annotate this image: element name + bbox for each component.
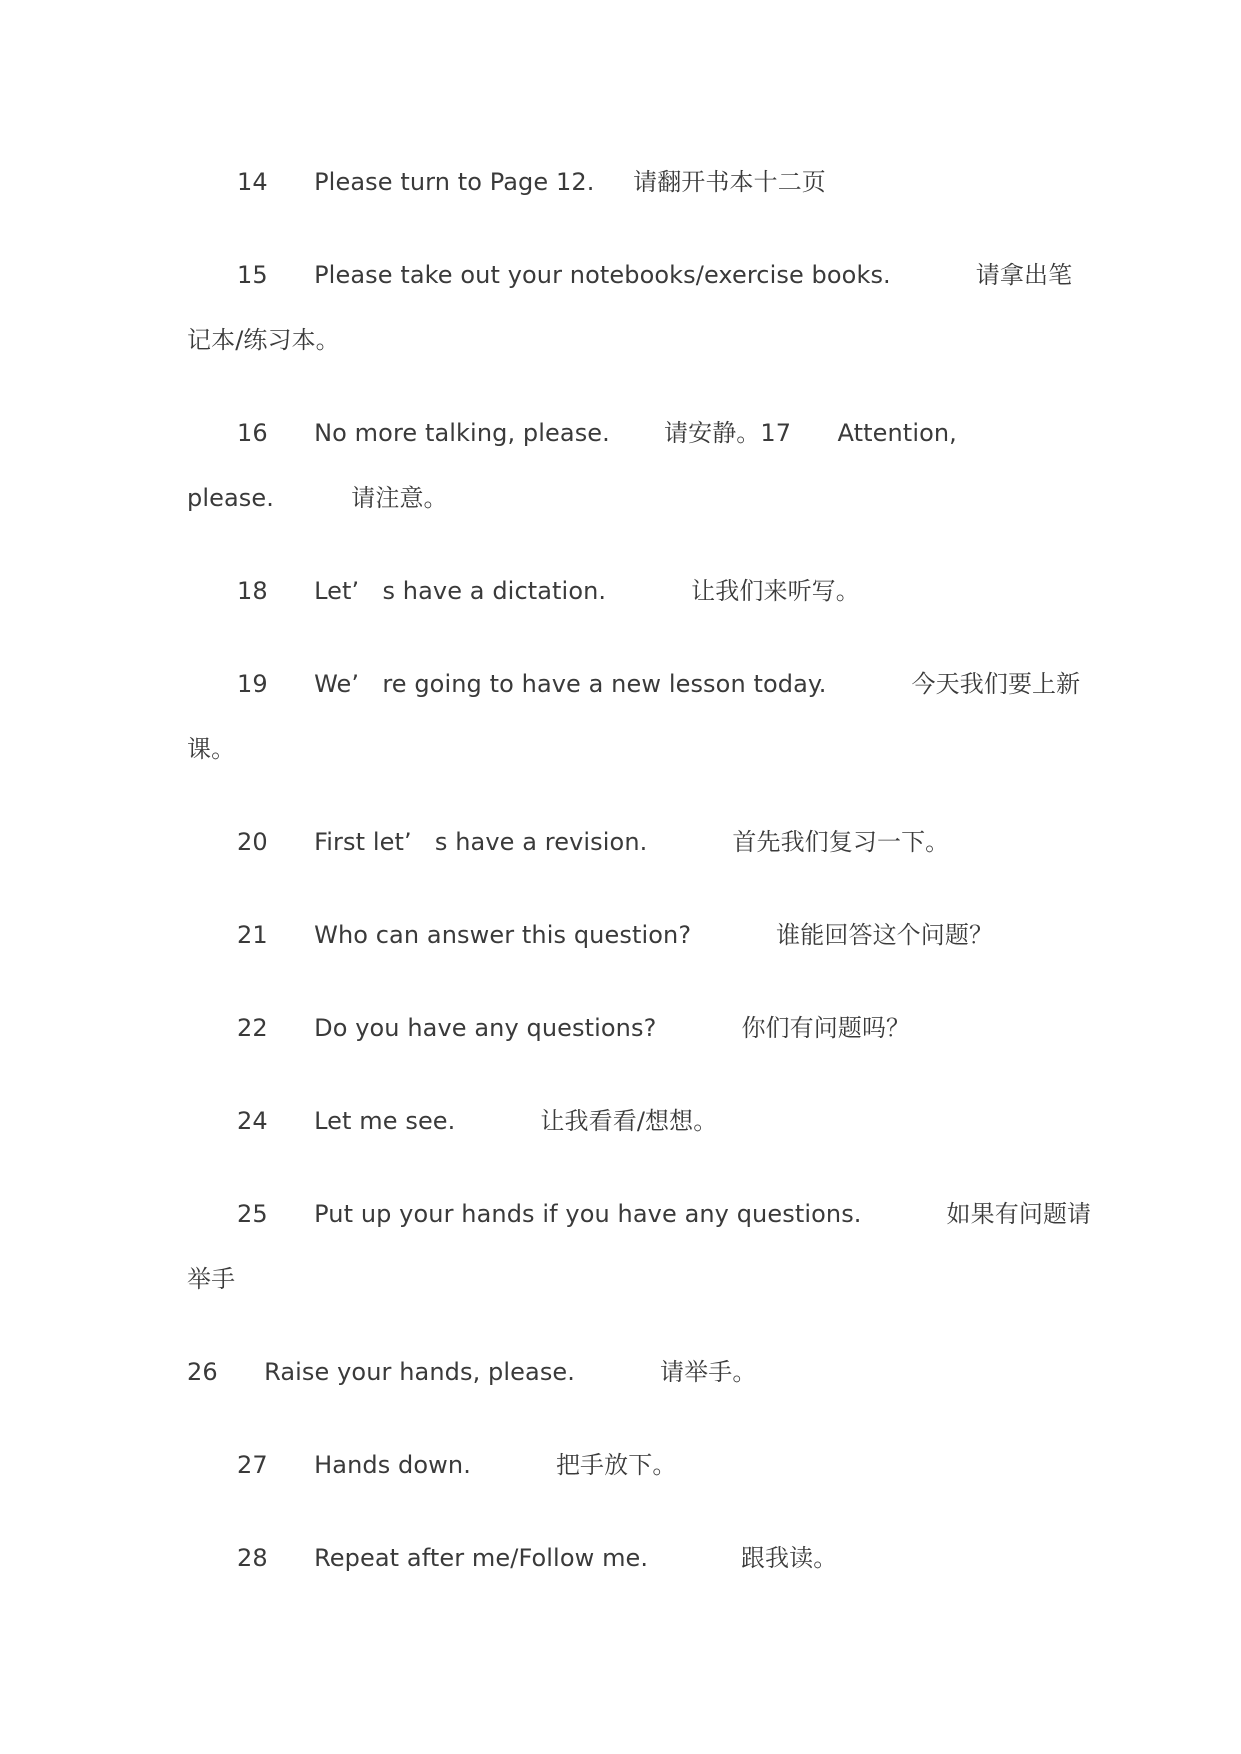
line-27: 27 Hands down. 把手放下。 — [237, 1451, 677, 1479]
line-28: 28 Repeat after me/Follow me. 跟我读。 — [237, 1544, 838, 1572]
line-15: 15 Please take out your notebooks/exercise books. 请拿出笔 — [237, 261, 1073, 289]
line-19-continuation: 课。 — [187, 735, 236, 763]
line-26: 26 Raise your hands, please. 请举手。 — [187, 1358, 757, 1386]
line-14: 14 Please turn to Page 12. 请翻开书本十二页 — [237, 168, 826, 196]
line-16-17: 16 No more talking, please. 请安静。17 Attention, — [237, 419, 957, 447]
line-21: 21 Who can answer this question? 谁能回答这个问题？ — [237, 921, 994, 949]
line-18: 18 Let’ s have a dictation. 让我们来听写。 — [237, 577, 860, 605]
line-17-continuation: please. 请注意。 — [187, 484, 448, 512]
line-24: 24 Let me see. 让我看看/想想。 — [237, 1107, 718, 1135]
line-20: 20 First let’ s have a revision. 首先我们复习一下。 — [237, 828, 950, 856]
line-15-continuation: 记本/练习本。 — [187, 326, 340, 354]
line-25: 25 Put up your hands if you have any questions. 如果有问题请 — [237, 1200, 1092, 1228]
line-19: 19 We’ re going to have a new lesson today. 今天我们要上新 — [237, 670, 1081, 698]
line-25-continuation: 举手 — [187, 1265, 236, 1293]
line-22: 22 Do you have any questions? 你们有问题吗？ — [237, 1014, 911, 1042]
